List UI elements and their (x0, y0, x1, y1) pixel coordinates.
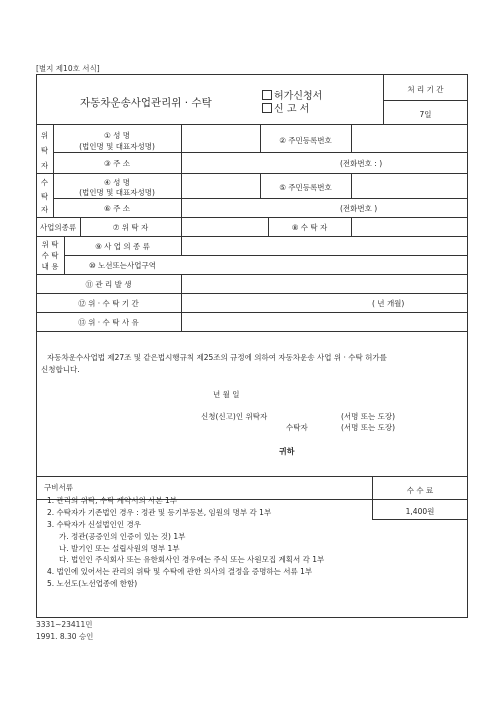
side-char: 자 (40, 205, 49, 214)
processing-period-label: 처 리 기 간 (407, 85, 444, 94)
divider (36, 312, 468, 313)
trustee-phone-label: (전화번호 ) (340, 204, 378, 213)
trustee-signature: (서명 또는 도장) (341, 423, 396, 432)
trustee-name-sublabel: (법인명 및 대표자성명) (79, 188, 155, 197)
required-doc-item: 나. 발기인 또는 설립사원의 명부 1부 (59, 544, 180, 553)
divider (53, 198, 468, 199)
divider (64, 255, 468, 256)
divider (36, 274, 468, 275)
required-doc-item: 3. 수탁자가 신설법인인 경우 (47, 520, 142, 529)
route-area-label: ⑩ 노선또는사업구역 (88, 261, 157, 270)
side-char: 위 (40, 131, 49, 140)
reason-label: ⑬ 위 · 수 탁 사 유 (78, 318, 139, 327)
delegator-name-label: ① 성 명 (104, 131, 130, 140)
divider (36, 173, 468, 174)
content-side-label (36, 239, 64, 272)
divider (53, 152, 468, 153)
side-char: 수 탁 (41, 251, 59, 260)
required-docs-title: 구비서류 (44, 483, 73, 492)
trustee-name-label: ④ 성 명 (104, 178, 130, 187)
form-title: 자동차운송사업관리위 · 수탁 (80, 97, 212, 109)
required-doc-item: 2. 수탁자가 기존법인 경우 : 정관 및 등기부등본, 임원의 명부 각 1부 (47, 508, 272, 517)
fee-value: 1,400원 (405, 507, 435, 516)
management-label: ⑪ 관 리 발 생 (85, 280, 132, 289)
fee-label: 수 수 료 (406, 486, 434, 495)
divider (372, 519, 468, 520)
divider (36, 124, 468, 125)
period-label: ⑫ 위 · 수 탁 기 간 (78, 299, 139, 308)
required-doc-item: 5. 노선도(노선업종에 한함) (47, 579, 138, 588)
period-value: ( 년 개월) (372, 299, 405, 308)
business-type-label: 사업의종류 (39, 223, 77, 232)
form-number-label: [별지 제10호 서식] (36, 64, 100, 73)
divider (36, 236, 468, 237)
divider (351, 217, 352, 236)
option-report[interactable] (262, 100, 309, 115)
delegator-phone-label: (전화번호 : ) (340, 159, 383, 168)
divider (36, 293, 468, 294)
side-char: 탁 (40, 146, 49, 155)
side-char: 내 용 (41, 262, 59, 271)
divider (181, 274, 182, 331)
business-kind-label: ⑨ 사 업 의 종 류 (95, 242, 150, 251)
side-char: 자 (40, 161, 49, 170)
statement-line-1: 자동차운수사업법 제27조 및 같은법시행규칙 제25조의 규정에 의하여 자동차운송 사업 위 · 수탁 허가를 (47, 353, 387, 362)
approval-date: 1991. 8.30 승인 (36, 632, 94, 641)
report-checkbox[interactable] (262, 103, 272, 113)
divider (36, 476, 468, 477)
statement-line-2: 신청합니다. (41, 365, 80, 374)
business-trustee-label: ⑧ 수 탁 자 (291, 223, 328, 232)
divider (383, 100, 468, 101)
side-char: 탁 (40, 191, 49, 201)
required-doc-item: 1. 관리의 위탁, 수탁 계약서의 사본 1부 (47, 496, 178, 505)
delegator-signature: (서명 또는 도장) (341, 412, 396, 421)
divider (372, 499, 468, 500)
applicant-delegator-label: 신청(신고)인 위탁자 (201, 412, 268, 421)
divider (36, 217, 468, 218)
divider (351, 173, 352, 198)
trustee-address-label: ⑥ 주 소 (104, 204, 130, 213)
permit-checkbox[interactable] (262, 90, 272, 100)
trustee-reg-label: ⑤ 주민등록번호 (279, 183, 332, 192)
form-code: 3331~23411민 (36, 620, 93, 629)
option-permit-label: 허가신청서 (274, 91, 323, 102)
required-doc-item: 가. 정관(공증인의 인증이 있는 것) 1부 (59, 532, 186, 541)
side-char: 수 (40, 178, 49, 187)
divider (181, 124, 182, 255)
delegator-side-label (36, 128, 53, 173)
applicant-trustee-label: 수탁자 (286, 423, 308, 432)
side-char: 위 탁 (41, 240, 59, 249)
processing-period-value: 7일 (419, 110, 432, 119)
delegator-reg-label: ② 주민등록번호 (279, 136, 332, 145)
business-delegator-label: ⑦ 위 탁 자 (112, 223, 149, 232)
delegator-address-label: ③ 주 소 (104, 159, 130, 168)
date-line: 년 월 일 (213, 390, 240, 399)
divider (351, 124, 352, 152)
required-doc-item: 다. 법인인 주식회사 또는 유한회사인 경우에는 주식 또는 사원모집 계획서 각 1부 (59, 555, 325, 564)
trustee-side-label (36, 176, 53, 217)
required-doc-item: 4. 법인에 있어서는 관리의 위탁 및 수탁에 관한 의사의 결정을 증명하는 서류 1부 (47, 567, 313, 576)
addressee-label: 귀하 (279, 447, 295, 456)
delegator-name-sublabel: (법인명 및 대표자성명) (79, 142, 155, 151)
divider (36, 331, 468, 332)
option-report-label: 신 고 서 (274, 104, 310, 115)
